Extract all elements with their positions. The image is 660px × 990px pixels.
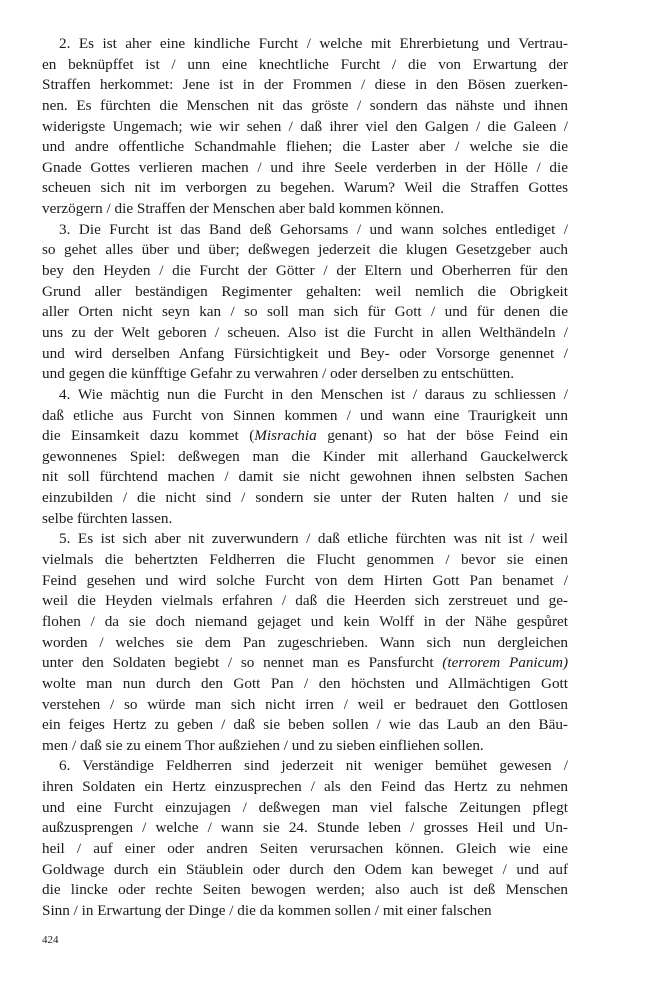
text-line: ihren Soldaten ein Hertz einzusprechen / als den Feind das Hertz zu nehmen — [42, 778, 568, 796]
text-line: Gnade Gottes verlieren machen / und ihre Seele verderben in der Hölle / die — [42, 158, 568, 176]
text-line: und eine Furcht einzujagen / deßwegen man viel falsche Zeitungen pflegt — [42, 798, 568, 816]
text-line: daß etliche aus Furcht von Sinnen kommen / und wann eine Traurigkeit unn — [42, 406, 568, 424]
text-line: die lincke oder rechte Seiten bewogen werden; also auch ist deß Menschen — [42, 881, 568, 899]
text-line: 5. Es ist sich aber nit zuverwundern / daß etliche fürchten was nit ist / weil — [59, 530, 568, 548]
text-line: nen. Es fürchten die Menschen nit das gröste / sondern das nähste und ihnen — [42, 96, 568, 114]
text-line: Feind gesehen und wird solche Furcht von dem Hirten Gott Pan benamet / — [42, 571, 568, 589]
text-line: und gegen die künfftige Gefahr zu verwahren / oder derselben zu entschütten. — [42, 365, 515, 383]
text-line: verstehen / so würde man sich nicht irren / weil er bedrauet den Gottlosen — [42, 695, 568, 713]
text-line: uns zu der Welt geboren / scheuen. Also ist die Furcht in allen Welthändeln / — [42, 323, 568, 341]
text-line: 4. Wie mächtig nun die Furcht in den Menschen ist / daraus zu schliessen / — [59, 385, 568, 403]
text-line: gewonnenes Spiel: deßwegen man die Kinder mit allerhand Gauckelwerck — [42, 447, 568, 465]
text-line: 2. Es ist aher eine kindliche Furcht / welche mit Ehrerbietung und Vertrau- — [59, 35, 568, 52]
paragraph-3 — [42, 220, 568, 385]
text-line: und andre offentliche Schandmahle fliehen; die Laster aber / welche sie die — [42, 138, 568, 156]
text-line: die Einsamkeit dazu kommet (Misrachia genant) so hat der böse Feind ein — [42, 427, 568, 445]
text-line: Straffen herkommet: Jene ist in der Frommen / diese in den Bösen zuerken- — [42, 76, 568, 94]
text-line: 6. Verständige Feldherren sind jederzeit nit weniger bemühet gewesen / — [59, 757, 568, 775]
text-line: 3. Die Furcht ist das Band deß Gehorsams / und wann solches entlediget / — [59, 220, 568, 238]
text-line: nit soll fürchtend machen / damit sie nicht gewohnen ihnen selbsten Sachen — [42, 468, 568, 486]
text-line: heil / auf einer oder andren Seiten verursachen können. Gleich wie eine — [42, 839, 568, 857]
paragraph-4 — [42, 385, 568, 529]
text-line: widerigste Ungemach; wie wir sehen / daß ihrer viel den Galgen / die Galeen / — [42, 117, 568, 135]
text-line: so gehet alles über und über; deßwegen jederzeit die klugen Gesetzgeber auch — [42, 241, 568, 259]
text-line: unter den Soldaten begiebt / so nennet man es Pansfurcht (terrorem Panicum) — [42, 654, 568, 672]
page-number: 424 — [42, 934, 59, 946]
paragraph-6 — [42, 756, 568, 921]
text-line: Goldwage durch ein Stäublein oder durch den Odem kan beweget / und auf — [42, 860, 568, 878]
text-line: en beknüpffet ist / unn eine knechtliche Furcht / die von Erwartung der — [42, 55, 568, 73]
text-line: aller Orten nicht seyn kan / so soll man sich für Gott / und für denen die — [42, 303, 568, 321]
text-line: außzusprengen / welche / wann sie 24. Stunde leben / grosses Heil und Un- — [42, 819, 568, 837]
text-line: wolte man nun durch den Gott Pan / den höchsten und Allmächtigen Gott — [42, 674, 568, 692]
text-line: men / daß sie zu einem Thor außziehen / und zu sieben einfliehen sollen. — [42, 736, 484, 754]
paragraph-5 — [42, 529, 568, 756]
text-line: selbe fürchten lassen. — [42, 509, 173, 527]
text-line: einzubilden / die nicht sind / sondern sie unter der Ruten halten / und sie — [42, 489, 568, 507]
text-line: bey den Heyden / die Furcht der Götter / der Eltern und Oberherren für den — [42, 262, 568, 280]
text-line: scheuen sich nit im verborgen zu begehen. Warum? Weil die Straffen Gottes — [42, 179, 568, 197]
text-line: vielmals die behertzten Feldherren die Flucht genommen / bevor sie einen — [42, 551, 568, 569]
text-line: Grund aller beständigen Regimenter gehalten: weil nemlich die Obrigkeit — [42, 282, 568, 300]
text-line: weil die Heyden vielmals erfahren / daß die Heerden sich zerstreuet und ge- — [42, 592, 568, 610]
text-line: Sinn / in Erwartung der Dinge / die da kommen sollen / mit einer falschen — [42, 901, 492, 919]
text-line: und wird derselben Anfang Fürsichtigkeit und Bey- oder Vorsorge genennet / — [42, 344, 568, 362]
text-line: ein feiges Hertz zu geben / daß sie beben sollen / wie das Laub an den Bäu- — [42, 716, 568, 734]
paragraph-2 — [42, 34, 568, 220]
text-line: verzögern / die Straffen der Menschen aber bald kommen können. — [42, 200, 445, 218]
text-block — [42, 34, 568, 922]
text-line: flohen / da sie doch niemand gejaget und kein Wolff in der Nähe gespůret — [42, 612, 568, 630]
text-line: worden / welches sie dem Pan zugeschrieben. Wann sich nun dergleichen — [42, 633, 568, 651]
